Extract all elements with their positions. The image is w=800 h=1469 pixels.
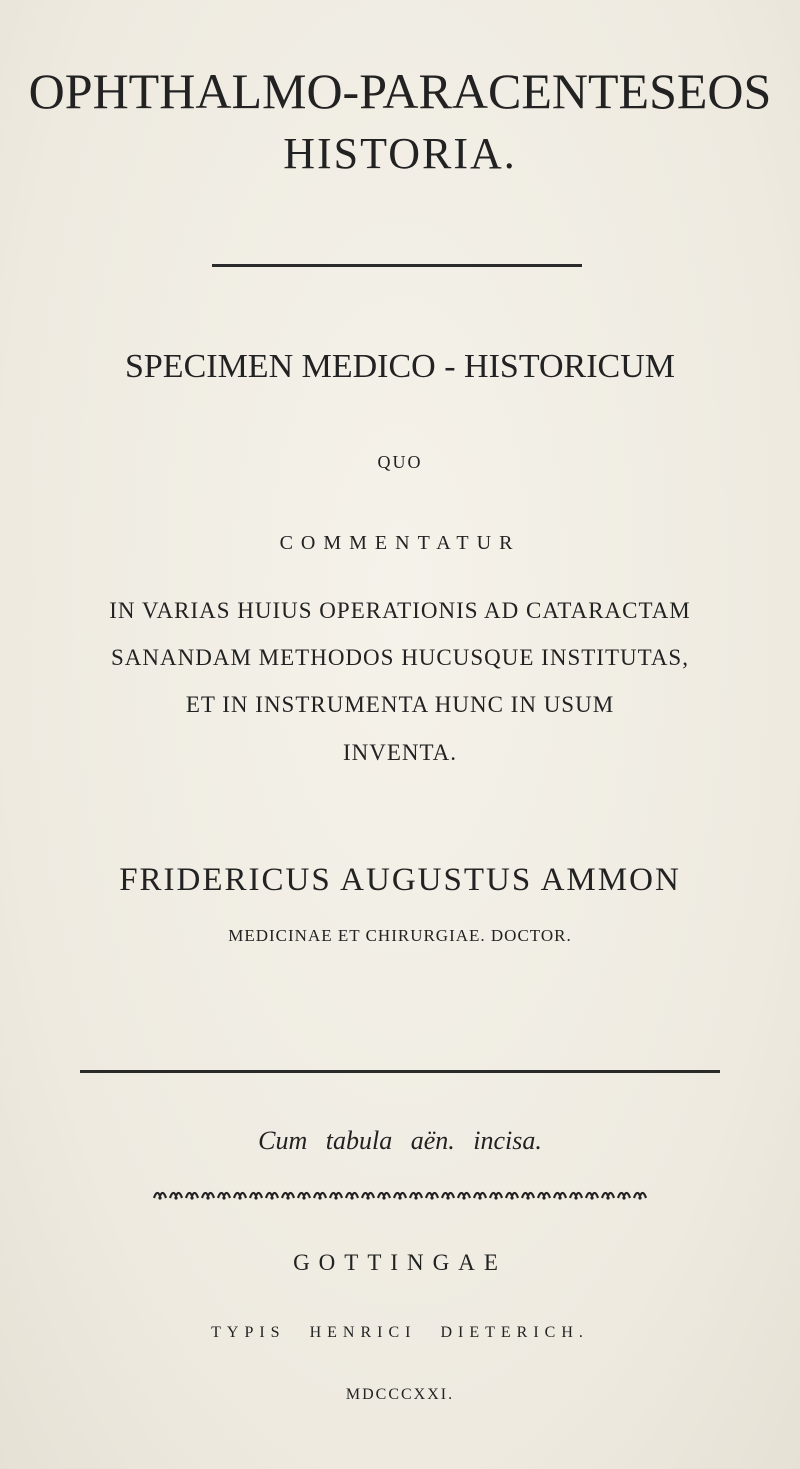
description-line: INVENTA. xyxy=(342,740,458,765)
imprint-city: GOTTINGAE xyxy=(293,1250,507,1275)
author-degree: MEDICINAE ET CHIRURGIAE. DOCTOR. xyxy=(228,926,572,945)
ornament-border-icon xyxy=(152,1186,648,1202)
title-divider xyxy=(212,264,582,267)
plate-note: Cum tabula aën. incisa. xyxy=(258,1126,542,1155)
imprint-year: MDCCCXXI. xyxy=(345,1386,455,1403)
description-line: SANANDAM METHODOS HUCUSQUE INSTITUTAS, xyxy=(111,645,689,670)
imprint-printer: TYPIS HENRICI DIETERICH. xyxy=(211,1324,589,1341)
description-line: ET IN INSTRUMENTA HUNC IN USUM xyxy=(185,692,615,717)
commentatur-word: COMMENTATUR xyxy=(279,532,521,554)
description-line: IN VARIAS HUIUS OPERATIONIS AD CATARACTAM xyxy=(109,598,691,623)
imprint-divider xyxy=(80,1070,720,1073)
main-title-historia: HISTORIA. xyxy=(283,129,517,178)
specimen-subtitle: SPECIMEN MEDICO - HISTORICUM xyxy=(124,348,676,385)
author-name: FRIDERICUS AUGUSTUS AMMON xyxy=(119,862,681,898)
quo-word: QUO xyxy=(377,452,423,472)
main-title: OPHTHALMO-PARACENTESEOS xyxy=(28,63,772,119)
